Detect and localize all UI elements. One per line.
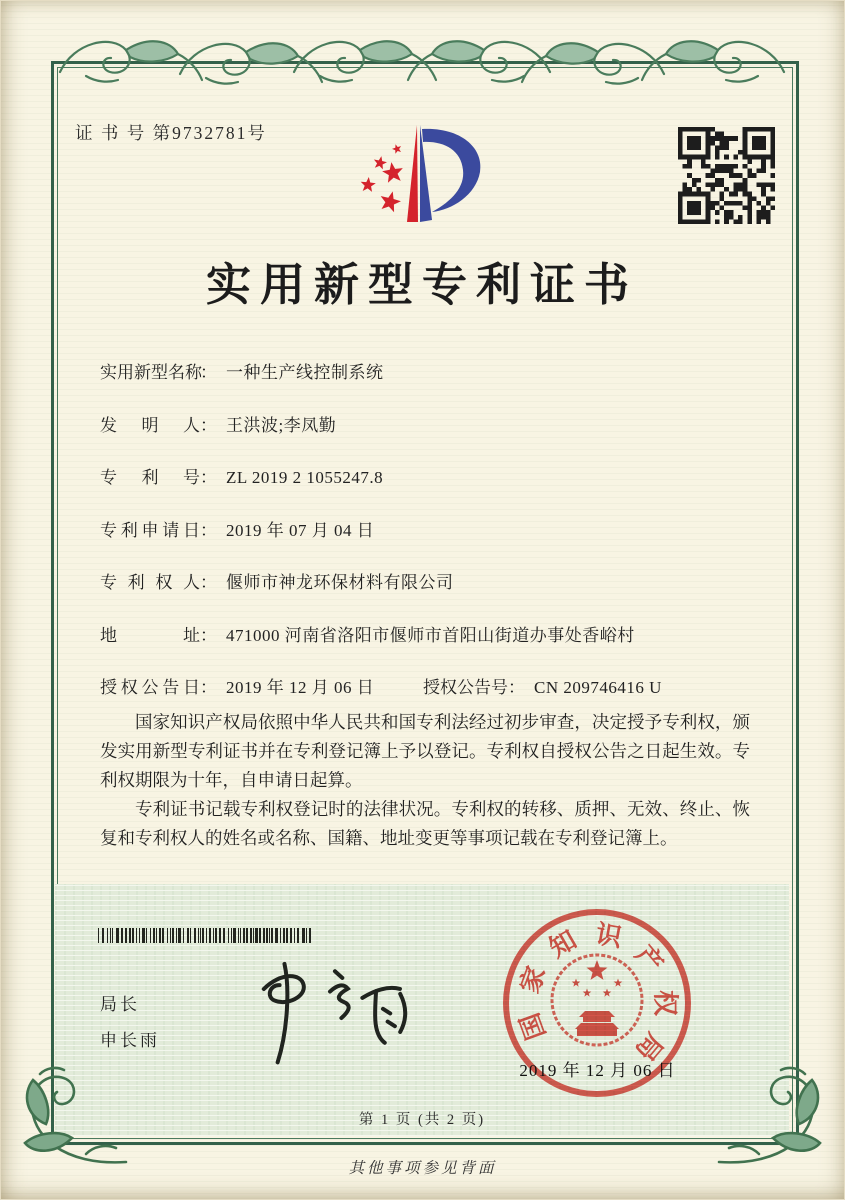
svg-text:国: 国	[515, 1009, 552, 1044]
field-value: 471000 河南省洛阳市偃师市首阳山街道办事处香峪村	[226, 625, 635, 645]
grant-number-group: 授权公告号： CN 209746416 U	[423, 678, 662, 697]
field-value: 2019 年 07 月 04 日	[226, 520, 375, 540]
svg-text:权: 权	[650, 989, 680, 1017]
field-list	[100, 358, 748, 726]
signatory-name: 申长雨	[100, 1031, 160, 1050]
page-number: 第 1 页 (共 2 页)	[358, 1112, 486, 1128]
field-label: 专利申请日	[100, 520, 200, 540]
legal-paragraph-2: 专利证书记载专利权登记时的法律状况。专利权的转移、质押、无效、终止、恢复和专利权人的姓名或名称、国籍、地址变更等事项记载在专利登记簿上。	[100, 799, 750, 848]
field-row-grant: 授权公告日： 2019 年 12 月 06 日 授权公告号： CN 209746416 U	[100, 673, 748, 726]
handwritten-signature	[225, 952, 420, 1070]
field-row-patent-no: 专利号： ZL 2019 2 1055247.8	[100, 463, 748, 516]
legal-paragraph-1: 国家知识产权局依照中华人民共和国专利法经过初步审查，决定授予专利权，颁发实用新型专利证书并在专利登记簿上予以登记。专利权自授权公告之日起生效。专利权期限为十年，自申请日起算。	[100, 712, 750, 790]
field-value: ZL 2019 2 1055247.8	[226, 468, 384, 487]
svg-text:识: 识	[593, 919, 625, 953]
field-label: 专利权人	[100, 573, 200, 592]
field-row-inventor: 发明人： 王洪波;李凤勤	[100, 411, 748, 464]
field-label: 发明人	[100, 415, 200, 435]
field-value: 2019 年 12 月 06 日	[226, 678, 375, 697]
svg-text:产: 产	[629, 940, 669, 979]
field-value: 一种生产线控制系统	[226, 363, 384, 382]
svg-text:知: 知	[544, 925, 582, 964]
field-label: 地址	[100, 625, 200, 645]
field-label: 专利号	[100, 468, 200, 487]
svg-text:局: 局	[629, 1027, 669, 1066]
barcode	[98, 928, 316, 943]
field-row-patentee: 专利权人： 偃师市神龙环保材料有限公司	[100, 568, 748, 621]
certificate-title: 实用新型专利证书	[205, 260, 638, 310]
field-value: CN 209746416 U	[534, 678, 662, 697]
back-note: 其他事项参见背面	[348, 1160, 497, 1177]
cnipa-logo-icon	[352, 115, 492, 230]
seal-date: 2019 年 12 月 06 日	[519, 1061, 676, 1080]
field-label: 授权公告日	[100, 678, 200, 697]
legal-text	[100, 708, 750, 853]
field-row-address: 地址： 471000 河南省洛阳市偃师市首阳山街道办事处香峪村	[100, 621, 748, 674]
field-label: 实用新型名称	[100, 363, 202, 382]
top-scroll-ornament-icon	[54, 30, 790, 88]
field-value: 王洪波;李凤勤	[226, 415, 337, 435]
svg-text:家: 家	[515, 962, 552, 997]
field-row-name: 实用新型名称： 一种生产线控制系统	[100, 358, 748, 411]
qr-code	[678, 127, 775, 224]
field-label: 授权公告号	[423, 678, 508, 697]
field-row-filing-date: 专利申请日： 2019 年 07 月 04 日	[100, 516, 748, 569]
signatory-title: 局长	[100, 995, 140, 1014]
field-value: 偃师市神龙环保材料有限公司	[226, 573, 454, 592]
certificate-number: 证 书 号 第9732781号	[75, 123, 267, 143]
